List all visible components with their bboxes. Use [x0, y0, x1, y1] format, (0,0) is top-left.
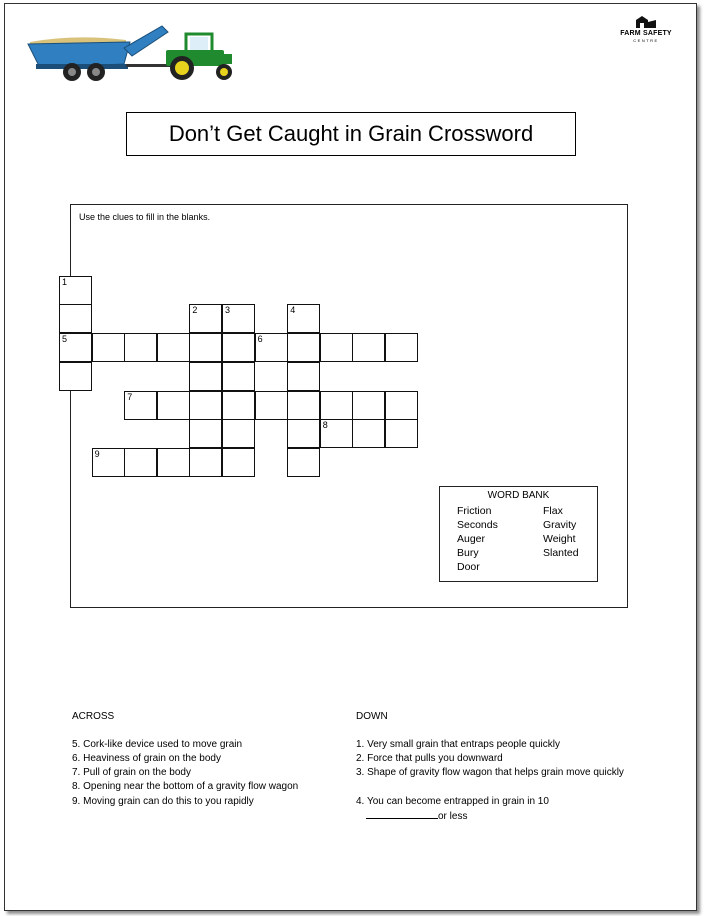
word-bank-word: Seconds	[457, 519, 498, 531]
crossword-cell[interactable]	[385, 333, 418, 362]
across-clue: 8. Opening near the bottom of a gravity flow wagon	[72, 781, 299, 792]
crossword-cell[interactable]	[189, 391, 222, 420]
crossword-cell[interactable]	[287, 362, 320, 391]
crossword-cell[interactable]	[157, 448, 190, 477]
word-bank-word: Bury	[457, 547, 479, 559]
crossword-cell[interactable]	[189, 448, 222, 477]
crossword-cell-5[interactable]	[59, 333, 92, 362]
clue-number: 4	[290, 305, 296, 316]
clue-number: 5	[62, 334, 68, 345]
clue-number: 2	[192, 305, 198, 316]
word-bank-word: Weight	[543, 533, 576, 545]
across-clue: 7. Pull of grain on the body	[72, 767, 191, 778]
across-heading: ACROSS	[72, 711, 115, 722]
crossword-cell[interactable]	[92, 333, 125, 362]
down-clue-continuation	[366, 809, 467, 823]
crossword-cell[interactable]	[124, 448, 157, 477]
down-heading: DOWN	[356, 711, 388, 722]
crossword-cell[interactable]	[287, 448, 320, 477]
crossword-cell[interactable]	[352, 419, 385, 448]
crossword-cell[interactable]	[222, 419, 255, 448]
crossword-cell-8[interactable]	[320, 419, 353, 448]
crossword-cell[interactable]	[287, 333, 320, 362]
page-title: Don’t Get Caught in Grain Crossword	[126, 112, 576, 156]
crossword-cell[interactable]	[124, 333, 157, 362]
crossword-cell-2[interactable]	[189, 304, 222, 333]
word-bank-word: Auger	[457, 533, 486, 545]
crossword-cell[interactable]	[255, 391, 288, 420]
down-clue: 2. Force that pulls you downward	[356, 753, 503, 764]
word-bank-title: WORD BANK	[487, 490, 550, 501]
down-clue-suffix: or less	[438, 811, 468, 822]
clue-number: 3	[225, 305, 231, 316]
crossword-cell[interactable]	[189, 419, 222, 448]
crossword-cell-6[interactable]	[255, 333, 288, 362]
crossword-cell[interactable]	[320, 333, 353, 362]
crossword-cell-4[interactable]	[287, 304, 320, 333]
crossword-cell-7[interactable]	[124, 391, 157, 420]
clue-number: 9	[94, 448, 100, 459]
down-clue: 3. Shape of gravity flow wagon that helps grain move quickly	[356, 767, 624, 778]
clue-number: 1	[62, 276, 68, 287]
crossword-cell[interactable]	[352, 391, 385, 420]
clue-number: 8	[322, 420, 328, 431]
crossword-cell[interactable]	[189, 362, 222, 391]
across-clue: 5. Cork-like device used to move grain	[72, 739, 243, 750]
down-clue: 1. Very small grain that entraps people quickly	[356, 739, 560, 750]
crossword-cell[interactable]	[157, 391, 190, 420]
across-clue: 9. Moving grain can do this to you rapidly	[72, 796, 254, 807]
crossword-cell[interactable]	[352, 333, 385, 362]
crossword-cell[interactable]	[287, 391, 320, 420]
crossword-cell[interactable]	[222, 391, 255, 420]
crossword-cell-9[interactable]	[92, 448, 125, 477]
crossword-cell[interactable]	[222, 333, 255, 362]
crossword-cell[interactable]	[385, 419, 418, 448]
brand-logo	[608, 14, 684, 48]
across-clue: 6. Heaviness of grain on the body	[72, 753, 221, 764]
crossword-cell[interactable]	[59, 362, 92, 391]
tractor-grain-wagon-icon	[26, 20, 246, 82]
crossword-cell[interactable]	[320, 391, 353, 420]
crossword-cell[interactable]	[222, 362, 255, 391]
crossword-cell[interactable]	[222, 448, 255, 477]
crossword-cell[interactable]	[287, 419, 320, 448]
word-bank-word: Flax	[543, 505, 563, 517]
word-bank-word: Door	[457, 561, 480, 573]
crossword-cell[interactable]	[189, 333, 222, 362]
brand-name: FARM SAFETY	[620, 30, 672, 37]
crossword-cell-3[interactable]	[222, 304, 255, 333]
clue-number: 7	[127, 391, 133, 402]
clue-number: 6	[257, 334, 263, 345]
brand-subtitle: CENTRE	[633, 38, 659, 43]
answer-blank-line	[366, 809, 438, 819]
down-clue: 4. You can become entrapped in grain in 10	[356, 796, 549, 807]
word-bank-word: Friction	[457, 505, 492, 517]
crossword-cell[interactable]	[157, 333, 190, 362]
word-bank-word: Slanted	[543, 547, 579, 559]
crossword-cell-1[interactable]	[59, 276, 92, 305]
crossword-cell[interactable]	[385, 391, 418, 420]
word-bank	[439, 486, 598, 582]
instructions: Use the clues to fill in the blanks.	[79, 212, 211, 222]
crossword-cell[interactable]	[59, 304, 92, 333]
word-bank-word: Gravity	[543, 519, 577, 531]
